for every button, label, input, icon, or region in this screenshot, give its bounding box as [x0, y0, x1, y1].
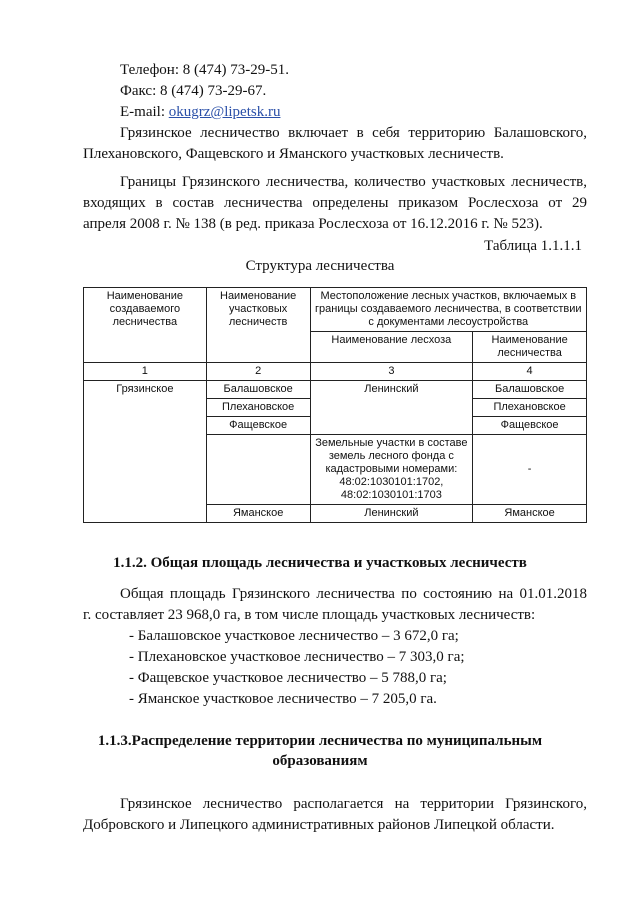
list-item: - Фащевское участковое лесничество – 5 788,0 га;: [129, 670, 447, 686]
table-cell: Плехановское: [473, 399, 587, 417]
intro-p1-line1: Грязинское лесничество включает в себя территорию Балашовского,: [120, 125, 587, 141]
header-forestry: Наименование создаваемого лесничества: [84, 288, 207, 363]
table-number: Таблица 1.1.1.1: [484, 238, 582, 254]
table-numbers-row: [84, 363, 587, 381]
header-district-forestries: Наименование участковых лесничеств: [206, 288, 310, 363]
section3-heading-line1: 1.1.3.Распределение территории лесничества по муниципальным: [97, 733, 543, 749]
table-cell-empty: [206, 435, 310, 505]
section2-heading: 1.1.2. Общая площадь лесничества и участковых лесничеств: [113, 555, 527, 571]
table-cell: Балашовское: [473, 381, 587, 399]
section2-p-line2: г. составляет 23 968,0 га, в том числе площадь участковых лесничеств:: [83, 607, 536, 623]
table-cell: Яманское: [473, 505, 587, 523]
phone-line: Телефон: 8 (474) 73-29-51.: [120, 62, 289, 78]
table-cell: Фащевское: [473, 417, 587, 435]
intro-p2-line3: апреля 2008 г. № 138 (в ред. приказа Рослесхоза от 16.12.2016 г. № 523).: [83, 216, 543, 232]
table-cell: Плехановское: [206, 399, 310, 417]
forestry-cell: Грязинское: [84, 381, 207, 523]
intro-p1-line2: Плехановского, Фащевского и Яманского участковых лесничеств.: [83, 146, 504, 162]
column-number: 4: [473, 363, 587, 381]
table-cell: Земельные участки в составе земель лесного фонда с кадастровыми номерами: 48:02:1030101:1702, 48:02:1030101:1703: [310, 435, 473, 505]
list-item: - Плехановское участковое лесничество – 7 303,0 га;: [129, 649, 465, 665]
column-number: 2: [206, 363, 310, 381]
list-item: - Балашовское участковое лесничество – 3 672,0 га;: [129, 628, 459, 644]
section3-p-line1: Грязинское лесничество располагается на территории Грязинского,: [120, 796, 587, 812]
email-link[interactable]: okugrz@lipetsk.ru: [168, 104, 281, 120]
intro-p2-line2: входящих в состав лесничества определены приказом Рослесхоза от 29: [83, 195, 587, 211]
header-location: Местоположение лесных участков, включаемых в границы создаваемого лесничества, в соответствии с документами лесоустройства: [310, 288, 586, 332]
structure-table: [83, 287, 587, 523]
table-cell: -: [473, 435, 587, 505]
section3-p-line2: Добровского и Липецкого административных районов Липецкой области.: [83, 817, 555, 833]
header-lesnichestvo: Наименование лесничества: [473, 332, 587, 363]
table-row: [84, 381, 587, 399]
table-cell: Ленинский: [310, 381, 473, 435]
table-cell: Фащевское: [206, 417, 310, 435]
table-cell: Ленинский: [310, 505, 473, 523]
table-cell: Яманское: [206, 505, 310, 523]
intro-p2-line1: Границы Грязинского лесничества, количество участковых лесничеств,: [120, 174, 587, 190]
fax-line: Факс: 8 (474) 73-29-67.: [120, 83, 267, 99]
column-number: 3: [310, 363, 473, 381]
section2-p-line1: Общая площадь Грязинского лесничества по состоянию на 01.01.2018: [120, 586, 587, 602]
header-leskhoz: Наименование лесхоза: [310, 332, 473, 363]
email-label: E-mail:: [120, 104, 165, 120]
table-title: Структура лесничества: [245, 258, 395, 274]
column-number: 1: [84, 363, 207, 381]
table-cell: Балашовское: [206, 381, 310, 399]
email-line: [120, 102, 280, 122]
table-header-row: [84, 288, 587, 332]
list-item: - Яманское участковое лесничество – 7 205,0 га.: [129, 691, 437, 707]
section3-heading-line2: образованиям: [272, 753, 368, 769]
